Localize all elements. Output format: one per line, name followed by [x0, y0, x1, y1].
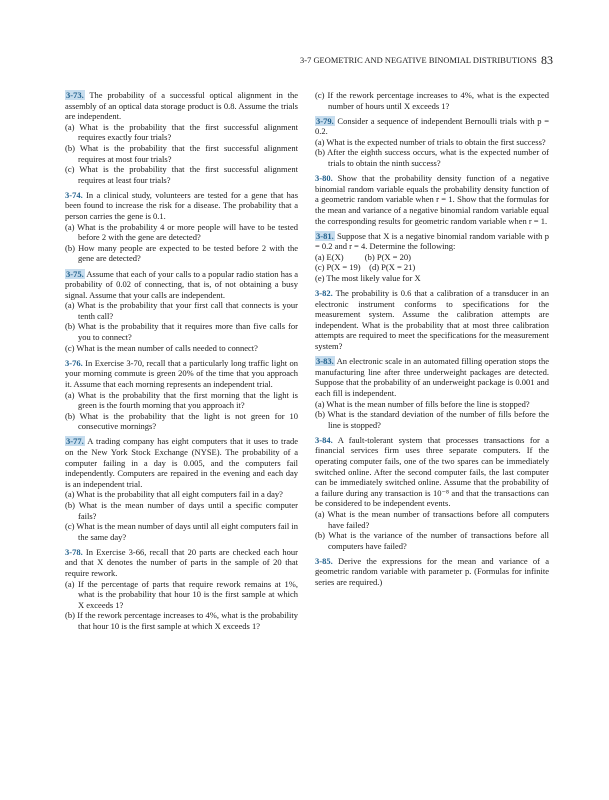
running-header: 3-7 GEOMETRIC AND NEGATIVE BINOMIAL DISTRIBUTIONS	[300, 56, 537, 65]
exercise-3-73	[65, 90, 298, 185]
exercise-item: (c) If the rework percentage increases to 4%, what is the expected number of hours until X exceeds 1?	[315, 90, 549, 111]
exercise-item: (a) E(X) (b) P(X = 20)	[315, 251, 411, 262]
exercise-item: (b) After the eighth success occurs, what is the expected number of trials to obtain the ninth success?	[315, 147, 549, 169]
exercise-item: (a) What is the probability that all eight computers fail in a day?	[65, 489, 283, 500]
exercise-text: The probability is 0.6 that a calibration of a transducer in an electronic instrument conforms to specifications for the measurement system. Assume the calibration attempts are independent. What is the probability that at most three calibration attempts are required to meet the specifications for the measurement system?	[315, 288, 549, 352]
exercise-number: 3-81.	[316, 230, 334, 241]
exercise-item: (b) What is the mean number of days until a specific computer fails?	[65, 499, 298, 521]
exercise-3-76	[65, 358, 298, 432]
exercise-text: The probability of a successful optical alignment in the assembly of an optical data storage product is 0.8. Assume the trials are independent.	[65, 90, 298, 122]
left-column	[65, 90, 298, 636]
exercise-number: 3-73.	[66, 90, 84, 100]
exercise-item: (a) What is the mean number of transactions before all computers have failed?	[315, 508, 549, 530]
exercise-3-78-continued	[315, 90, 549, 111]
exercise-3-78	[65, 547, 298, 632]
exercise-item: (a) What is the mean number of fills before the line is stopped?	[315, 398, 530, 409]
exercise-number: 3-75.	[66, 268, 84, 279]
exercise-3-80	[315, 173, 549, 226]
exercise-text: Consider a sequence of independent Bernoulli trials with p = 0.2.	[315, 115, 550, 137]
exercise-number: 3-84.	[315, 434, 333, 445]
exercise-3-75	[65, 269, 298, 354]
exercise-3-77	[65, 436, 298, 542]
exercise-item: (a) What is the probability that the first successful alignment requires exactly four trials?	[65, 121, 298, 143]
exercise-item: (b) What is the probability that it requires more than five calls for you to connect?	[65, 321, 298, 343]
exercise-item: (c) What is the probability that the first successful alignment requires at least four trials?	[65, 164, 298, 185]
exercise-text: In a clinical study, volunteers are tested for a gene that has been found to increase the risk for a disease. The probability that a person carries the gene is 0.1.	[65, 189, 299, 222]
exercise-item: (e) The most likely value for X	[315, 273, 421, 283]
exercise-item: (b) What is the probability that the first successful alignment requires at most four trials?	[65, 142, 298, 164]
exercise-item: (c) P(X = 19) (d) P(X = 21)	[315, 262, 416, 273]
exercise-3-79	[315, 116, 549, 169]
exercise-number: 3-79.	[316, 115, 334, 126]
exercise-item: (b) If the rework percentage increases to 4%, what is the probability that hour 10 is the first sample at which X exceeds 1?	[65, 610, 298, 631]
exercise-item: (a) What is the expected number of trials to obtain the first success?	[315, 136, 546, 147]
exercise-item: (b) How many people are expected to be tested before 2 with the gene are detected?	[65, 242, 298, 264]
exercise-3-84	[315, 435, 549, 552]
exercise-number: 3-74.	[65, 189, 83, 200]
exercise-text: In Exercise 3-66, recall that 20 parts are checked each hour and that X denotes the number of parts in the sample of 20 that require rework.	[65, 546, 298, 579]
right-column	[315, 90, 549, 592]
exercise-text: A trading company has eight computers that it uses to trade on the New York Stock Exchange (NYSE). The probability of a computer failing in a day is 0.005, and the computers fail independently. Computers are repaired in the evening and each day is an independent trial.	[65, 436, 299, 489]
exercise-number: 3-77.	[66, 436, 84, 447]
exercise-item: (b) What is the standard deviation of the number of fills before the line is stopped?	[315, 409, 549, 430]
exercise-number: 3-85.	[315, 555, 333, 566]
exercise-item: (c) What is the mean number of calls needed to connect?	[65, 342, 258, 353]
exercise-number: 3-83.	[316, 356, 334, 367]
exercise-item: (a) If the percentage of parts that require rework remains at 1%, what is the probability that hour 10 is the first sample at which X exceeds 1?	[65, 578, 298, 610]
exercise-3-82	[315, 288, 549, 352]
exercise-number: 3-80.	[315, 173, 333, 184]
exercise-text: In Exercise 3-70, recall that a particularly long traffic light on your morning commute is green 20% of the time that you approach it. Assume that each morning represents an independent trial.	[65, 357, 299, 389]
exercise-item: (c) What is the mean number of days until all eight computers fail in the same day?	[65, 521, 298, 542]
exercise-text: Derive the expressions for the mean and variance of a geometric random variable with parameter p. (Formulas for infinite series are required.)	[315, 555, 549, 588]
exercise-3-83	[315, 356, 549, 430]
exercise-item: (a) What is the probability that your first call that connects is your tenth call?	[65, 300, 298, 321]
exercise-number: 3-78.	[65, 546, 83, 557]
exercise-number: 3-82.	[315, 288, 333, 299]
exercise-item: (b) What is the probability that the light is not green for 10 consecutive mornings?	[65, 410, 298, 432]
exercise-item: (b) What is the variance of the number of transactions before all computers have failed?	[315, 530, 549, 551]
exercise-item: (a) What is the probability that the first morning that the light is green is the fourth morning that you approach it?	[65, 389, 298, 411]
exercise-3-81	[315, 231, 549, 284]
page-number: 83	[541, 53, 553, 67]
exercise-text: Suppose that X is a negative binomial random variable with p = 0.2 and r = 4. Determine the following:	[315, 230, 549, 252]
exercise-number: 3-76.	[65, 357, 83, 368]
exercise-text: Show that the probability density function of a negative binomial random variable equals the probability density function of a geometric random variable when r = 1. Show that the formulas for the mean and variance of a negative binomial random variable equal the corresponding results for geometric random variable when r = 1.	[315, 173, 549, 226]
exercise-text: A fault-tolerant system that processes transactions for a financial services firm uses three separate computers. If the operating computer fails, one of the two spares can be immediately switched online. After the second computer fails, the last computer can be immediately switched online. Assume that the probability of a failure during any transaction is 10⁻⁸ and that the transactions can be considered to be independent events.	[315, 434, 549, 509]
exercise-item: (a) What is the probability 4 or more people will have to be tested before 2 with the gene are detected?	[65, 221, 298, 243]
exercise-text: Assume that each of your calls to a popular radio station has a probability of 0.02 of connecting, that is, of not obtaining a busy signal. Assume that your calls are independent.	[65, 268, 298, 300]
exercise-3-85	[315, 556, 549, 588]
exercise-3-74	[65, 190, 298, 264]
exercise-text: An electronic scale in an automated filling operation stops the manufacturing line after three underweight packages are detected. Suppose that the probability of an underweight package is 0.001 and each fill is independent.	[315, 356, 549, 398]
